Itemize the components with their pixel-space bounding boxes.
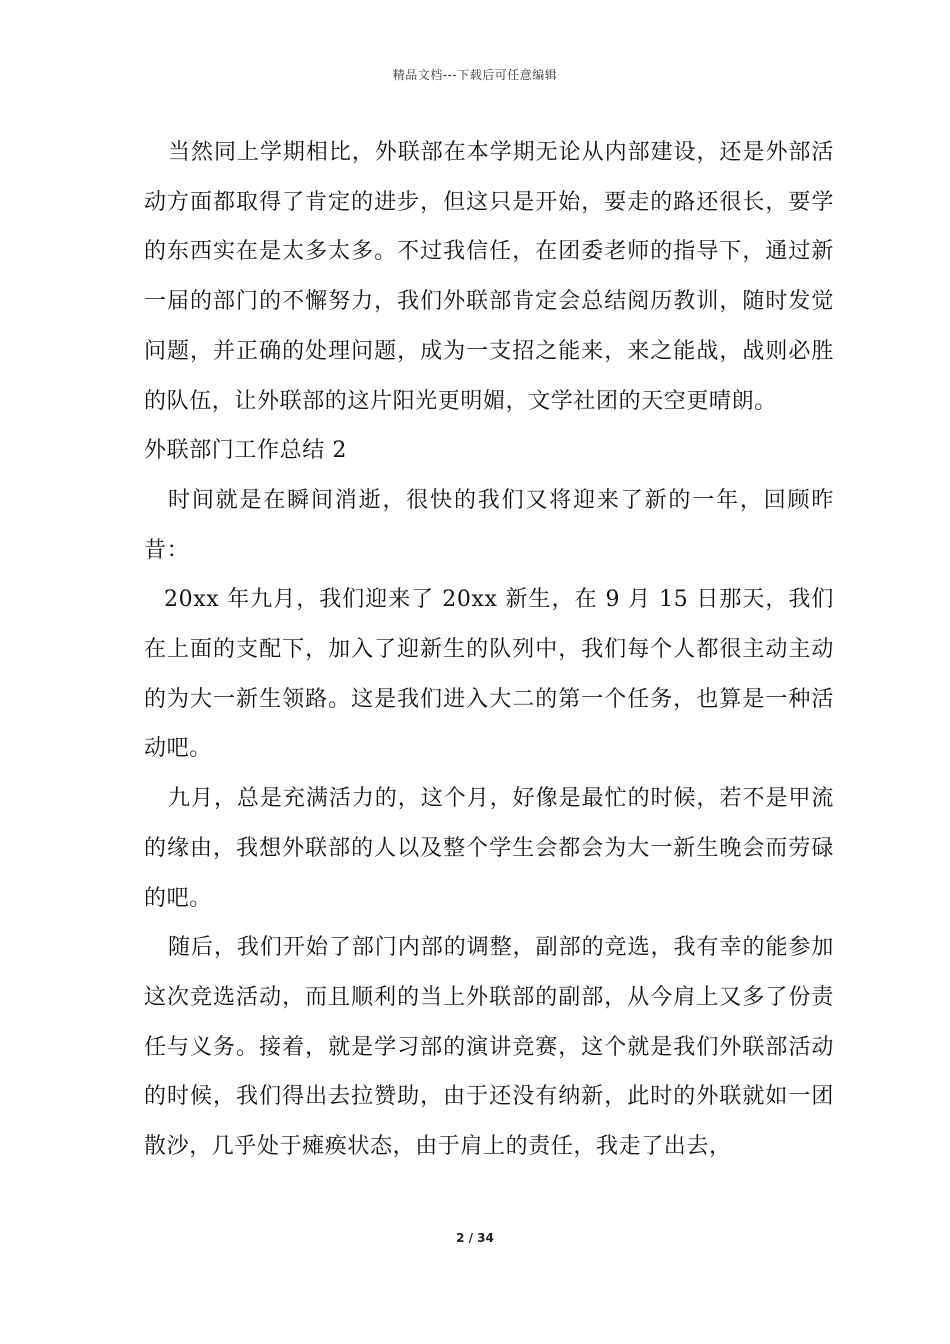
- page-number: 2 / 34: [456, 1231, 494, 1245]
- paragraph-summary-conclusion: 当然同上学期相比，外联部在本学期无论从内部建设，还是外部活动方面都取得了肯定的进步，但这只是开始，要走的路还很长，要学的东西实在是太多太多。不过我信任，在团委老师的指导下，通过新一届的部门的不懈努力，我们外联部肯定会总结阅历教训，随时发觉问题，并正确的处理问题，成为一支招之能来，来之能战，战则必胜的队伍，让外联部的这片阳光更明媚，文学社团的天空更晴朗。: [144, 140, 834, 414]
- document-body: [144, 128, 834, 1172]
- paragraph-intro: 时间就是在瞬间消逝，很快的我们又将迎来了新的一年，回顾昨昔：: [144, 487, 834, 563]
- paragraph-september-activity: 九月，总是充满活力的，这个月，好像是最忙的时候，若不是甲流的缘由，我想外联部的人以及整个学生会都会为大一新生晚会而劳碌的吧。: [144, 786, 834, 911]
- page-header: 精品文档---下载后可任意编辑: [392, 68, 558, 82]
- section-heading: 外联部门工作总结 2: [144, 438, 347, 464]
- paragraph-reorganization: 随后，我们开始了部门内部的调整，副部的竞选，我有幸的能参加这次竞选活动，而且顺利的当上外联部的副部，从今肩上又多了份责任与义务。接着，就是学习部的演讲竞赛，这个就是我们外联部活动的时候，我们得出去拉赞助，由于还没有纳新，此时的外联就如一团散沙，几乎处于瘫痪状态，由于肩上的责任，我走了出去，: [144, 935, 834, 1160]
- paragraph-september-welcome: 20xx 年九月，我们迎来了 20xx 新生，在 9 月 15 日那天，我们在上面的支配下，加入了迎新生的队列中，我们每个人都很主动主动的为大一新生领路。这是我们进入大二的第一个任务，也算是一种活动吧。: [144, 587, 834, 762]
